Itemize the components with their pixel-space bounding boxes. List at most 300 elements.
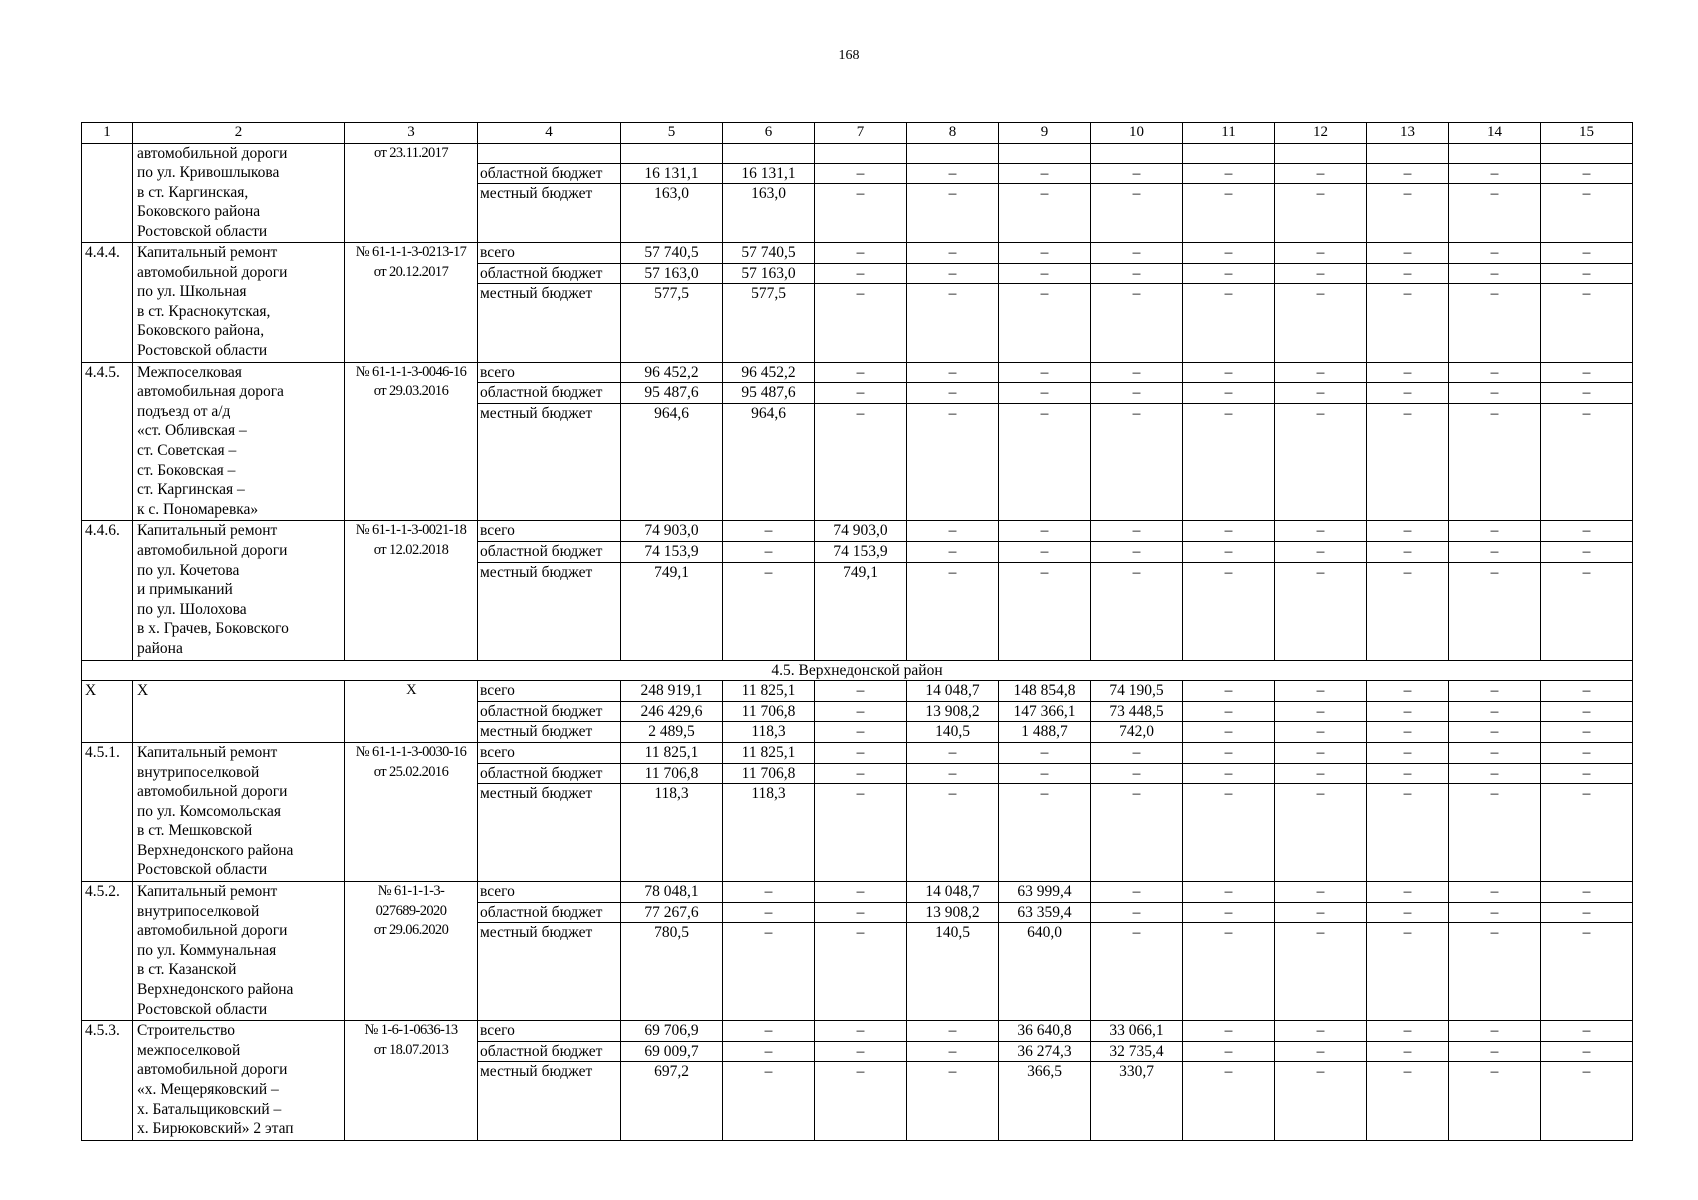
amount-cell: –: [723, 541, 815, 562]
amount-cell: [1091, 143, 1183, 163]
amount-cell: 14 048,7: [907, 681, 999, 702]
amount-cell: 118,3: [723, 722, 815, 743]
header-cell: 4: [478, 123, 621, 144]
amount-cell: –: [1091, 163, 1183, 184]
amount-cell: –: [1275, 1062, 1367, 1140]
amount-cell: –: [907, 541, 999, 562]
funding-source: областной бюджет: [478, 263, 621, 284]
object-name-line: автомобильной дороги: [137, 922, 288, 940]
amount-cell: 57 740,5: [723, 242, 815, 263]
object-name-line: «ст. Обливская –: [137, 422, 247, 440]
amount-cell: –: [1275, 541, 1367, 562]
amount-cell: [1449, 143, 1541, 163]
amount-cell: –: [1541, 263, 1633, 284]
amount-cell: –: [1183, 163, 1275, 184]
funding-source: всего: [478, 882, 621, 903]
amount-cell: –: [1449, 742, 1541, 763]
funding-source: местный бюджет: [478, 284, 621, 362]
funding-source: местный бюджет: [478, 562, 621, 660]
amount-cell: –: [1541, 163, 1633, 184]
object-name-line: х. Бирюковский» 2 этап: [137, 1120, 294, 1138]
amount-cell: 11 825,1: [621, 742, 723, 763]
object-name: [133, 362, 345, 521]
amount-cell: –: [1367, 882, 1449, 903]
item-number: 4.4.6.: [82, 521, 133, 660]
amount-cell: –: [723, 562, 815, 660]
amount-cell: –: [1449, 681, 1541, 702]
amount-cell: [621, 143, 723, 163]
document-ref: [345, 521, 478, 660]
document-ref: [345, 742, 478, 881]
amount-cell: –: [1449, 923, 1541, 1021]
amount-cell: –: [1275, 403, 1367, 521]
amount-cell: –: [907, 1021, 999, 1042]
amount-cell: 148 854,8: [999, 681, 1091, 702]
amount-cell: 74 190,5: [1091, 681, 1183, 702]
amount-cell: 248 919,1: [621, 681, 723, 702]
amount-cell: –: [1367, 1021, 1449, 1042]
header-cell: 1: [82, 123, 133, 144]
document-ref: [345, 362, 478, 521]
amount-cell: –: [1091, 882, 1183, 903]
amount-cell: 73 448,5: [1091, 701, 1183, 722]
amount-cell: –: [1183, 541, 1275, 562]
amount-cell: –: [1449, 1062, 1541, 1140]
amount-cell: –: [1367, 242, 1449, 263]
amount-cell: 77 267,6: [621, 902, 723, 923]
funding-source: местный бюджет: [478, 722, 621, 743]
amount-cell: –: [1091, 383, 1183, 404]
object-name-line: в ст. Казанской: [137, 961, 237, 979]
amount-cell: –: [1183, 184, 1275, 243]
header-cell: 2: [133, 123, 345, 144]
amount-cell: –: [1541, 1062, 1633, 1140]
amount-cell: –: [1367, 562, 1449, 660]
amount-cell: –: [1183, 681, 1275, 702]
amount-cell: –: [723, 923, 815, 1021]
document-ref-line: № 61-1-1-3-0213-17: [355, 243, 467, 260]
amount-cell: –: [1275, 263, 1367, 284]
amount-cell: –: [999, 521, 1091, 542]
object-name-line: автомобильной дороги: [137, 144, 288, 162]
document-ref-line: от 25.02.2016: [373, 763, 449, 780]
document-ref-line: от 18.07.2013: [373, 1041, 449, 1058]
amount-cell: –: [1541, 882, 1633, 903]
header-cell: 14: [1449, 123, 1541, 144]
amount-cell: [1541, 143, 1633, 163]
amount-cell: –: [1367, 722, 1449, 743]
amount-cell: –: [1183, 882, 1275, 903]
amount-cell: –: [1449, 383, 1541, 404]
document-ref-line: от 29.03.2016: [373, 383, 449, 400]
document-ref-line: от 23.11.2017: [374, 144, 448, 161]
document-ref-line: № 61-1-1-3-0046-16: [355, 363, 467, 380]
document-ref: [345, 1021, 478, 1141]
object-name-line: по ул. Школьная: [137, 283, 247, 301]
object-name-line: Ростовской области: [137, 861, 268, 879]
amount-cell: 11 825,1: [723, 681, 815, 702]
amount-cell: –: [1367, 1041, 1449, 1062]
amount-cell: –: [1367, 763, 1449, 784]
amount-cell: –: [999, 562, 1091, 660]
amount-cell: –: [1449, 521, 1541, 542]
item-number: Х: [82, 681, 133, 743]
amount-cell: –: [1183, 784, 1275, 882]
object-name-line: Капитальный ремонт: [137, 243, 278, 261]
amount-cell: –: [1275, 521, 1367, 542]
amount-cell: –: [815, 403, 907, 521]
amount-cell: –: [999, 541, 1091, 562]
amount-cell: [723, 143, 815, 163]
object-name: [133, 742, 345, 881]
funding-source: местный бюджет: [478, 1062, 621, 1140]
amount-cell: 13 908,2: [907, 701, 999, 722]
amount-cell: –: [1091, 263, 1183, 284]
amount-cell: –: [1449, 1041, 1541, 1062]
amount-cell: –: [1183, 701, 1275, 722]
amount-cell: –: [815, 1021, 907, 1042]
document-ref-line: № 61-1-1-3-0030-16: [355, 743, 467, 760]
amount-cell: –: [1367, 681, 1449, 702]
amount-cell: [999, 143, 1091, 163]
amount-cell: –: [1449, 763, 1541, 784]
amount-cell: –: [999, 742, 1091, 763]
amount-cell: 147 366,1: [999, 701, 1091, 722]
document-ref-line: Х: [406, 682, 416, 699]
amount-cell: 1 488,7: [999, 722, 1091, 743]
table-row: [82, 143, 1633, 163]
document-ref: [345, 242, 478, 362]
amount-cell: –: [1183, 902, 1275, 923]
funding-source: всего: [478, 1021, 621, 1042]
amount-cell: 163,0: [621, 184, 723, 243]
financing-table: [81, 122, 1633, 1141]
amount-cell: 95 487,6: [621, 383, 723, 404]
amount-cell: –: [1275, 163, 1367, 184]
amount-cell: –: [1541, 541, 1633, 562]
amount-cell: –: [1541, 681, 1633, 702]
header-cell: 11: [1183, 123, 1275, 144]
amount-cell: –: [1449, 784, 1541, 882]
table-row: [82, 362, 1633, 383]
amount-cell: 964,6: [621, 403, 723, 521]
amount-cell: –: [815, 242, 907, 263]
amount-cell: 63 359,4: [999, 902, 1091, 923]
amount-cell: 57 163,0: [621, 263, 723, 284]
amount-cell: 16 131,1: [723, 163, 815, 184]
amount-cell: 11 706,8: [621, 763, 723, 784]
object-name-line: Боковского района: [137, 203, 261, 221]
amount-cell: –: [1183, 362, 1275, 383]
amount-cell: –: [1183, 383, 1275, 404]
amount-cell: –: [815, 263, 907, 284]
amount-cell: –: [1091, 763, 1183, 784]
amount-cell: –: [723, 521, 815, 542]
amount-cell: –: [999, 362, 1091, 383]
amount-cell: –: [1275, 763, 1367, 784]
amount-cell: –: [1275, 902, 1367, 923]
header-cell: 3: [345, 123, 478, 144]
amount-cell: [815, 143, 907, 163]
object-name-line: в ст. Краснокутская,: [137, 302, 271, 320]
object-name: [133, 882, 345, 1021]
object-name-line: Капитальный ремонт: [137, 883, 278, 901]
amount-cell: 63 999,4: [999, 882, 1091, 903]
object-name-line: по ул. Шолохова: [137, 600, 247, 618]
amount-cell: –: [1275, 1041, 1367, 1062]
funding-source: всего: [478, 242, 621, 263]
amount-cell: –: [1449, 163, 1541, 184]
amount-cell: –: [907, 163, 999, 184]
amount-cell: –: [1449, 541, 1541, 562]
amount-cell: –: [1183, 263, 1275, 284]
table-row: [82, 521, 1633, 542]
amount-cell: –: [1091, 784, 1183, 882]
document-ref-line: от 29.06.2020: [373, 922, 449, 939]
amount-cell: 36 274,3: [999, 1041, 1091, 1062]
amount-cell: –: [1275, 722, 1367, 743]
amount-cell: –: [723, 882, 815, 903]
document-ref: [345, 681, 478, 743]
amount-cell: –: [1275, 701, 1367, 722]
amount-cell: –: [723, 1062, 815, 1140]
amount-cell: –: [999, 163, 1091, 184]
amount-cell: 742,0: [1091, 722, 1183, 743]
funding-source: местный бюджет: [478, 923, 621, 1021]
object-name: [133, 681, 345, 743]
amount-cell: –: [1091, 184, 1183, 243]
amount-cell: 74 903,0: [621, 521, 723, 542]
object-name-line: в ст. Каргинская,: [137, 183, 249, 201]
object-name-line: по ул. Комсомольская: [137, 802, 281, 820]
amount-cell: 11 706,8: [723, 701, 815, 722]
amount-cell: –: [1541, 763, 1633, 784]
amount-cell: –: [1275, 1021, 1367, 1042]
object-name-line: Капитальный ремонт: [137, 743, 278, 761]
object-name: [133, 143, 345, 242]
funding-source: областной бюджет: [478, 383, 621, 404]
amount-cell: –: [1367, 1062, 1449, 1140]
object-name-line: Х: [137, 682, 149, 700]
amount-cell: –: [1367, 403, 1449, 521]
amount-cell: –: [999, 763, 1091, 784]
funding-source: местный бюджет: [478, 403, 621, 521]
amount-cell: –: [1183, 562, 1275, 660]
amount-cell: –: [1449, 242, 1541, 263]
amount-cell: 32 735,4: [1091, 1041, 1183, 1062]
amount-cell: 57 163,0: [723, 263, 815, 284]
amount-cell: –: [815, 902, 907, 923]
amount-cell: –: [1449, 184, 1541, 243]
amount-cell: –: [907, 383, 999, 404]
amount-cell: –: [815, 163, 907, 184]
amount-cell: –: [1367, 163, 1449, 184]
amount-cell: –: [1367, 923, 1449, 1021]
amount-cell: –: [907, 184, 999, 243]
amount-cell: –: [1183, 521, 1275, 542]
item-number: 4.5.3.: [82, 1021, 133, 1141]
amount-cell: –: [907, 784, 999, 882]
amount-cell: –: [1183, 1021, 1275, 1042]
amount-cell: –: [1541, 284, 1633, 362]
amount-cell: 33 066,1: [1091, 1021, 1183, 1042]
amount-cell: –: [723, 1021, 815, 1042]
amount-cell: 96 452,2: [621, 362, 723, 383]
amount-cell: –: [1275, 184, 1367, 243]
amount-cell: –: [1449, 362, 1541, 383]
amount-cell: –: [1275, 882, 1367, 903]
amount-cell: –: [1091, 242, 1183, 263]
document-ref-line: № 61-1-1-3-: [377, 883, 445, 900]
amount-cell: 74 153,9: [621, 541, 723, 562]
amount-cell: 140,5: [907, 722, 999, 743]
item-number: 4.4.5.: [82, 362, 133, 521]
header-cell: 12: [1275, 123, 1367, 144]
header-cell: 13: [1367, 123, 1449, 144]
amount-cell: 163,0: [723, 184, 815, 243]
amount-cell: –: [1183, 1041, 1275, 1062]
amount-cell: –: [1541, 701, 1633, 722]
object-name-line: автомобильной дороги: [137, 783, 288, 801]
amount-cell: –: [723, 1041, 815, 1062]
item-number: 4.5.2.: [82, 882, 133, 1021]
section-title: 4.5. Верхнедонской район: [82, 660, 1633, 681]
amount-cell: –: [1091, 562, 1183, 660]
funding-source: всего: [478, 521, 621, 542]
header-cell: 5: [621, 123, 723, 144]
funding-source: областной бюджет: [478, 701, 621, 722]
amount-cell: –: [1091, 923, 1183, 1021]
document-ref-line: № 61-1-1-3-0021-18: [355, 522, 467, 539]
amount-cell: –: [1541, 562, 1633, 660]
amount-cell: –: [1541, 923, 1633, 1021]
item-number: 4.4.4.: [82, 242, 133, 362]
object-name-line: подъезд от а/д: [137, 402, 231, 420]
funding-source: всего: [478, 362, 621, 383]
amount-cell: –: [815, 763, 907, 784]
amount-cell: –: [815, 1062, 907, 1140]
amount-cell: 13 908,2: [907, 902, 999, 923]
table-row: [82, 1021, 1633, 1042]
amount-cell: –: [999, 784, 1091, 882]
amount-cell: –: [815, 362, 907, 383]
object-name: [133, 521, 345, 660]
amount-cell: –: [999, 403, 1091, 521]
object-name-line: Межпоселковая: [137, 363, 242, 381]
object-name-line: Верхнедонского района: [137, 841, 294, 859]
amount-cell: 749,1: [815, 562, 907, 660]
amount-cell: 74 153,9: [815, 541, 907, 562]
amount-cell: –: [907, 263, 999, 284]
header-cell: 8: [907, 123, 999, 144]
funding-source: всего: [478, 742, 621, 763]
amount-cell: –: [999, 383, 1091, 404]
amount-cell: –: [1541, 784, 1633, 882]
amount-cell: –: [815, 784, 907, 882]
amount-cell: –: [1091, 541, 1183, 562]
amount-cell: –: [1367, 263, 1449, 284]
object-name-line: «х. Мещеряковский –: [137, 1081, 279, 1099]
amount-cell: –: [907, 403, 999, 521]
object-name-line: ст. Советская –: [137, 441, 237, 459]
object-name: [133, 242, 345, 362]
amount-cell: –: [1449, 701, 1541, 722]
amount-cell: [1367, 143, 1449, 163]
object-name-line: межпоселковой: [137, 1041, 241, 1059]
amount-cell: –: [1183, 242, 1275, 263]
document-ref-line: от 12.02.2018: [373, 541, 449, 558]
amount-cell: 366,5: [999, 1062, 1091, 1140]
funding-source: [478, 143, 621, 163]
amount-cell: 964,6: [723, 403, 815, 521]
amount-cell: –: [815, 1041, 907, 1062]
object-name: [133, 1021, 345, 1141]
amount-cell: –: [907, 284, 999, 362]
amount-cell: 14 048,7: [907, 882, 999, 903]
amount-cell: –: [1449, 284, 1541, 362]
amount-cell: –: [999, 242, 1091, 263]
header-cell: 9: [999, 123, 1091, 144]
amount-cell: [907, 143, 999, 163]
amount-cell: 95 487,6: [723, 383, 815, 404]
amount-cell: –: [815, 701, 907, 722]
amount-cell: –: [1367, 902, 1449, 923]
item-number: [82, 143, 133, 242]
amount-cell: –: [1367, 742, 1449, 763]
amount-cell: –: [1275, 681, 1367, 702]
amount-cell: 78 048,1: [621, 882, 723, 903]
amount-cell: –: [1449, 1021, 1541, 1042]
amount-cell: –: [1183, 403, 1275, 521]
header-cell: 6: [723, 123, 815, 144]
header-cell: 10: [1091, 123, 1183, 144]
amount-cell: –: [1275, 242, 1367, 263]
amount-cell: 2 489,5: [621, 722, 723, 743]
amount-cell: [1183, 143, 1275, 163]
amount-cell: –: [1541, 184, 1633, 243]
amount-cell: –: [1541, 742, 1633, 763]
object-name-line: ст. Каргинская –: [137, 481, 245, 499]
header-cell: 15: [1541, 123, 1633, 144]
funding-source: местный бюджет: [478, 784, 621, 882]
amount-cell: –: [1091, 362, 1183, 383]
amount-cell: –: [1449, 263, 1541, 284]
amount-cell: –: [1183, 284, 1275, 362]
object-name-line: ст. Боковская –: [137, 461, 236, 479]
amount-cell: –: [1449, 902, 1541, 923]
amount-cell: –: [1449, 722, 1541, 743]
amount-cell: –: [1449, 562, 1541, 660]
amount-cell: 246 429,6: [621, 701, 723, 722]
amount-cell: 74 903,0: [815, 521, 907, 542]
amount-cell: –: [1183, 742, 1275, 763]
amount-cell: –: [1091, 742, 1183, 763]
amount-cell: –: [1367, 521, 1449, 542]
funding-source: всего: [478, 681, 621, 702]
amount-cell: 577,5: [723, 284, 815, 362]
item-number: 4.5.1.: [82, 742, 133, 881]
amount-cell: –: [1183, 1062, 1275, 1140]
amount-cell: –: [1367, 284, 1449, 362]
amount-cell: –: [1367, 541, 1449, 562]
funding-source: местный бюджет: [478, 184, 621, 243]
amount-cell: –: [1541, 383, 1633, 404]
object-name-line: автомобильной дороги: [137, 1061, 288, 1079]
object-name-line: Верхнедонского района: [137, 981, 294, 999]
amount-cell: –: [815, 923, 907, 1021]
amount-cell: –: [907, 742, 999, 763]
amount-cell: –: [1091, 521, 1183, 542]
